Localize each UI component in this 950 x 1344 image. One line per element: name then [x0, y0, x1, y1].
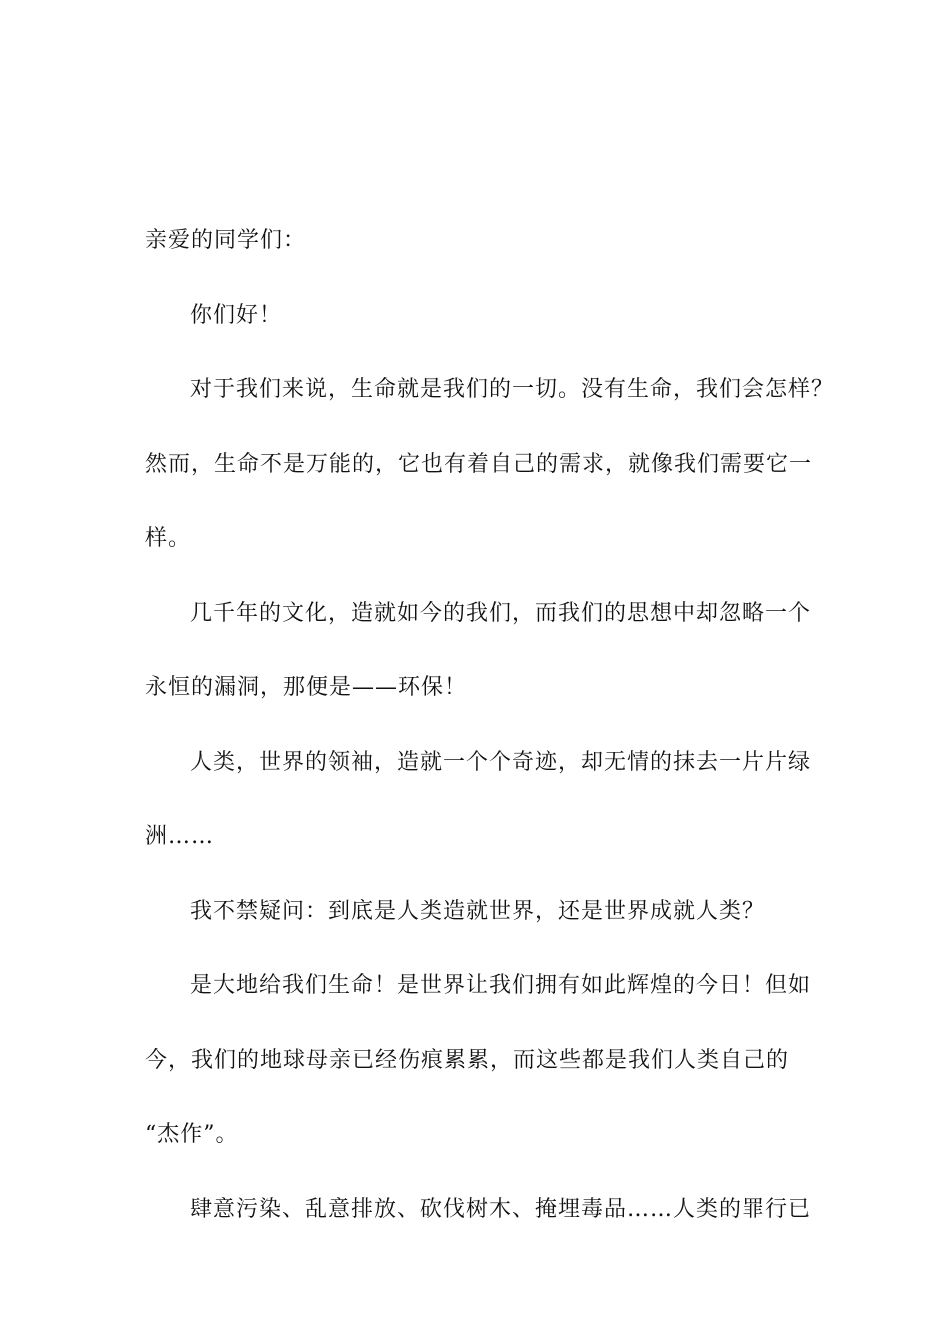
paragraph-line: 对于我们来说，生命就是我们的一切。没有生命，我们会怎样？	[190, 377, 835, 402]
paragraph-line: 然而，生命不是万能的，它也有着自己的需求，就像我们需要它一	[145, 451, 813, 477]
paragraph-line: “杰作”。	[145, 1122, 239, 1147]
paragraph-line: 样。	[145, 526, 192, 551]
paragraph-line: 洲……	[145, 824, 215, 849]
paragraph-line: 人类，世界的领袖，造就一个个奇迹，却无情的抹去一片片绿	[190, 749, 812, 775]
paragraph-line: 永恒的漏洞，那便是——环保！	[145, 675, 468, 700]
document-body	[145, 204, 835, 1247]
paragraph-line: 今，我们的地球母亲已经伤痕累累，而这些都是我们人类自己的	[145, 1047, 790, 1073]
salutation: 亲爱的同学们：	[145, 228, 307, 253]
paragraph-line: 几千年的文化，造就如今的我们，而我们的思想中却忽略一个	[190, 600, 812, 626]
paragraph-line: 肆意污染、乱意排放、砍伐树木、掩埋毒品……人类的罪行已	[190, 1196, 812, 1222]
paragraph-line: 我不禁疑问：到底是人类造就世界，还是世界成就人类？	[190, 898, 766, 924]
greeting: 你们好！	[190, 302, 283, 328]
paragraph-line: 是大地给我们生命！是世界让我们拥有如此辉煌的今日！但如	[190, 973, 812, 998]
